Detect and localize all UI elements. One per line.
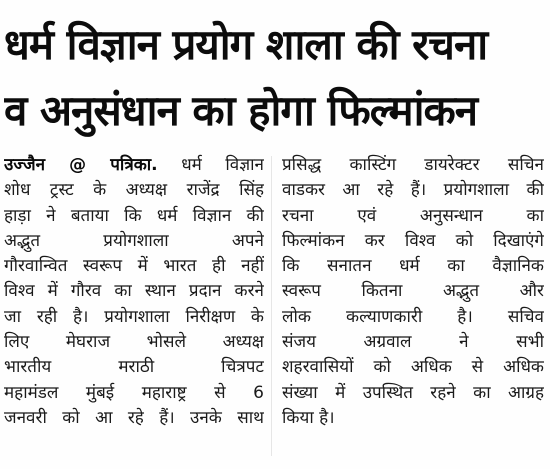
article-line: शहरवासियों को अधिक से अधिक — [282, 357, 544, 378]
article-line: लोक कल्याणकारी है। सचिव — [282, 306, 544, 327]
article-line: फिल्मांकन कर विश्व को दिखाएंगे — [282, 230, 544, 251]
article-line: विश्व में गौरव का स्थान प्रदान करने — [4, 281, 264, 302]
article-line: वाडकर आ रहे हैं। प्रयोगशाला की — [282, 180, 544, 201]
article-line — [4, 153, 264, 178]
article-line: संजय अग्रवाल ने सभी — [282, 332, 544, 353]
article-line: लिए मेघराज भोसले अध्यक्ष — [4, 332, 264, 353]
article-column-right — [282, 153, 544, 431]
article-line: जनवरी को आ रहे हैं। उनके साथ — [4, 407, 264, 428]
column-gutter — [271, 156, 272, 456]
article-line: जा रही है। प्रयोगशाला निरीक्षण के — [4, 306, 264, 327]
article-line: महामंडल मुंबई महाराष्ट्र से 6 — [4, 382, 264, 403]
article-line: अद्भुत प्रयोगशाला अपने — [4, 230, 264, 251]
headline-line-2: व अनुसंधान का होगा फिल्मांकन — [4, 86, 478, 135]
article-column-left — [4, 153, 264, 431]
article-line: भारतीय मराठी चित्रपट — [4, 357, 264, 378]
article-line: शोध ट्रस्ट के अध्यक्ष राजेंद्र सिंह — [4, 180, 264, 201]
dateline: उज्जैन @ पत्रिका. — [4, 155, 158, 175]
article-line: किया है। — [282, 407, 335, 428]
article-line: हाड़ा ने बताया कि धर्म विज्ञान की — [4, 205, 264, 226]
article-line: गौरवान्वित स्वरूप में भारत ही नहीं — [4, 256, 264, 277]
headline-line-1: धर्म विज्ञान प्रयोग शाला की रचना — [4, 20, 488, 69]
article-text: धर्म विज्ञान — [181, 155, 264, 175]
article-line: कि सनातन धर्म का वैज्ञानिक — [282, 256, 544, 277]
article-line: संख्या में उपस्थित रहने का आग्रह — [282, 382, 544, 403]
article-line: प्रसिद्ध कास्टिंग डायरेक्टर सचिन — [282, 155, 544, 175]
article-line: स्वरूप कितना अद्भुत और — [282, 281, 544, 302]
article-line: रचना एवं अनुसन्धान का — [282, 205, 544, 226]
